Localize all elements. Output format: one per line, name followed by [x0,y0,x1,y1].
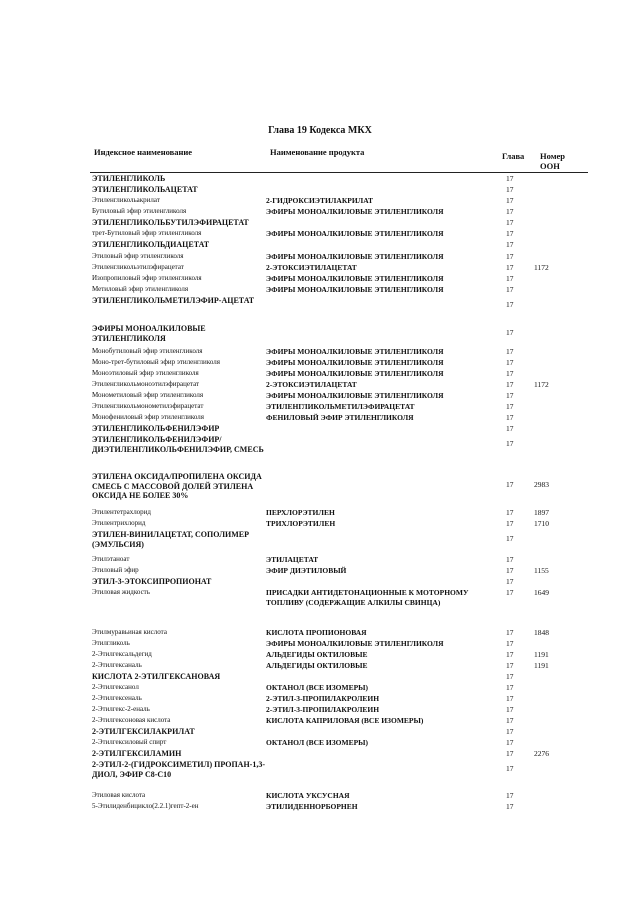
index-name-cell: Этиленгликольакрилат [92,196,160,204]
chapter-cell: 17 [506,185,514,194]
index-name-cell: 2-ЭТИЛГЕКСИЛАКРИЛАТ [92,727,195,736]
chapter-cell: 17 [506,252,514,261]
chapter-cell: 17 [506,263,514,272]
index-name-cell: 2-Этилгекс-2-еналь [92,705,150,713]
index-name-cell: ЭТИЛЕНА ОКСИДА/ПРОПИЛЕНА ОКСИДА СМЕСЬ С МАССОВОЙ ДОЛЕЙ ЭТИЛЕНА ОКСИДА НЕ БОЛЕЕ 30% [92,472,262,500]
header-chapter: Глава [502,151,525,161]
un-number-cell: 2983 [534,480,549,489]
un-number-cell: 1897 [534,508,549,517]
un-number-cell: 1649 [534,588,549,597]
product-name-cell: ПЕРХЛОРЭТИЛЕН [266,508,335,517]
un-number-cell: 1172 [534,380,549,389]
chapter-cell: 17 [506,207,514,216]
index-name-cell: Этилентетрахлорид [92,508,151,516]
index-name-cell: Этилэтаноат [92,555,130,563]
chapter-cell: 17 [506,683,514,692]
chapter-cell: 17 [506,274,514,283]
un-number-cell: 1191 [534,650,549,659]
product-name-cell: ЭФИРЫ МОНОАЛКИЛОВЫЕ ЭТИЛЕНГЛИКОЛЯ [266,369,444,378]
index-name-cell: 2-Этилгексанол [92,683,139,691]
index-name-cell: Этиловая жидкость [92,588,150,596]
chapter-cell: 17 [506,566,514,575]
chapter-cell: 17 [506,764,514,773]
product-name-cell: ЭФИРЫ МОНОАЛКИЛОВЫЕ ЭТИЛЕНГЛИКОЛЯ [266,391,444,400]
un-number-cell: 2276 [534,749,549,758]
un-number-cell: 1172 [534,263,549,272]
product-name-cell: 2-ЭТОКСИЭТИЛАЦЕТАТ [266,380,357,389]
product-name-cell: 2-ЭТИЛ-3-ПРОПИЛАКРОЛЕИН [266,705,380,714]
index-name-cell: 2-Этилгексаналь [92,661,142,669]
chapter-cell: 17 [506,791,514,800]
product-name-cell: ФЕНИЛОВЫЙ ЭФИР ЭТИЛЕНГЛИКОЛЯ [266,413,414,422]
chapter-cell: 17 [506,402,514,411]
product-name-cell: КИСЛОТА КАПРИЛОВАЯ (ВСЕ ИЗОМЕРЫ) [266,716,424,725]
product-name-cell: АЛЬДЕГИДЫ ОКТИЛОВЫЕ [266,661,368,670]
index-name-cell: Моно-трет-бутиловый эфир этиленгликоля [92,358,220,366]
index-name-cell: Бутиловый эфир этиленгликоля [92,207,187,215]
chapter-cell: 17 [506,300,514,309]
product-name-cell: ОКТАНОЛ (ВСЕ ИЗОМЕРЫ) [266,683,369,692]
index-name-cell: Моноэтиловый эфир этиленгликоля [92,369,199,377]
chapter-cell: 17 [506,369,514,378]
chapter-cell: 17 [506,285,514,294]
product-name-cell: ЭФИРЫ МОНОАЛКИЛОВЫЕ ЭТИЛЕНГЛИКОЛЯ [266,347,444,356]
chapter-cell: 17 [506,439,514,448]
chapter-cell: 17 [506,628,514,637]
chapter-cell: 17 [506,358,514,367]
product-name-cell: ОКТАНОЛ (ВСЕ ИЗОМЕРЫ) [266,738,369,747]
index-name-cell: ЭТИЛЕНГЛИКОЛЬФЕНИЛЭФИР/ ДИЭТИЛЕНГЛИКОЛЬФЕНИЛЭФИР, СМЕСЬ [92,435,264,454]
index-name-cell: Этиловый эфир [92,566,139,574]
product-name-cell: ЭФИР ДИЭТИЛОВЫЙ [266,566,347,575]
chapter-cell: 17 [506,174,514,183]
chapter-cell: 17 [506,577,514,586]
header-index-name: Индексное наименование [94,147,193,157]
index-name-cell: ЭТИЛЕНГЛИКОЛЬДИАЦЕТАТ [92,240,210,249]
product-name-cell: 2-ЭТИЛ-3-ПРОПИЛАКРОЛЕИН [266,694,380,703]
index-name-cell: КИСЛОТА 2-ЭТИЛГЕКСАНОВАЯ [92,672,221,681]
chapter-cell: 17 [506,749,514,758]
product-name-cell: АЛЬДЕГИДЫ ОКТИЛОВЫЕ [266,650,368,659]
product-name-cell: ЭТИЛИДЕННОРБОРНЕН [266,802,358,811]
product-name-cell: ЭФИРЫ МОНОАЛКИЛОВЫЕ ЭТИЛЕНГЛИКОЛЯ [266,229,444,238]
header-rule [90,172,588,173]
index-name-cell: 2-Этилгексоновая кислота [92,716,171,724]
header-un-number: Номер ООН [540,151,565,171]
product-name-cell: ЭФИРЫ МОНОАЛКИЛОВЫЕ ЭТИЛЕНГЛИКОЛЯ [266,207,444,216]
chapter-cell: 17 [506,716,514,725]
index-name-cell: Метиловый эфир этиленгликоля [92,285,189,293]
index-name-cell: Изопропиловый эфир этиленгликоля [92,274,202,282]
chapter-cell: 17 [506,196,514,205]
un-number-cell: 1710 [534,519,549,528]
index-name-cell: Монофениловый эфир этиленгликоля [92,413,204,421]
chapter-cell: 17 [506,661,514,670]
chapter-cell: 17 [506,519,514,528]
index-name-cell: Этиленгликольмоноэтилэфирацетат [92,380,200,388]
product-name-cell: ЭФИРЫ МОНОАЛКИЛОВЫЕ ЭТИЛЕНГЛИКОЛЯ [266,639,444,648]
product-name-cell: ПРИСАДКИ АНТИДЕТОНАЦИОННЫЕ К МОТОРНОМУ ТОПЛИВУ (СОДЕРЖАЩИЕ АЛКИЛЫ СВИНЦА) [266,588,469,607]
chapter-cell: 17 [506,480,514,489]
chapter-cell: 17 [506,650,514,659]
chapter-cell: 17 [506,672,514,681]
index-name-cell: Этилентрихлорид [92,519,146,527]
un-number-cell: 1155 [534,566,549,575]
product-name-cell: ЭФИРЫ МОНОАЛКИЛОВЫЕ ЭТИЛЕНГЛИКОЛЯ [266,285,444,294]
chapter-cell: 17 [506,588,514,597]
index-name-cell: ЭТИЛЕН-ВИНИЛАЦЕТАТ, СОПОЛИМЕР (ЭМУЛЬСИЯ) [92,530,250,549]
chapter-cell: 17 [506,328,514,337]
index-name-cell: Этиленгликольмонометилэфирацетат [92,402,204,410]
chapter-cell: 17 [506,738,514,747]
chapter-cell: 17 [506,694,514,703]
index-name-cell: Монобутиловый эфир этиленгликоля [92,347,203,355]
chapter-cell: 17 [506,508,514,517]
chapter-cell: 17 [506,727,514,736]
product-name-cell: 2-ГИДРОКСИЭТИЛАКРИЛАТ [266,196,374,205]
product-name-cell: ЭФИРЫ МОНОАЛКИЛОВЫЕ ЭТИЛЕНГЛИКОЛЯ [266,358,444,367]
chapter-cell: 17 [506,218,514,227]
chapter-cell: 17 [506,705,514,714]
index-name-cell: Этиленгликольэтилэфирацетат [92,263,184,271]
index-name-cell: Этилмуравьиная кислота [92,628,167,636]
page-title: Глава 19 Кодекса МКХ [268,125,372,136]
index-name-cell: ЭТИЛ-3-ЭТОКСИПРОПИОНАТ [92,577,212,586]
index-name-cell: 2-Этилгексиловый спирт [92,738,167,746]
index-name-cell: 2-Этилгексальдегид [92,650,152,658]
chapter-cell: 17 [506,391,514,400]
chapter-cell: 17 [506,229,514,238]
product-name-cell: 2-ЭТОКСИЭТИЛАЦЕТАТ [266,263,357,272]
chapter-cell: 17 [506,413,514,422]
chapter-cell: 17 [506,639,514,648]
chapter-cell: 17 [506,240,514,249]
index-name-cell: ЭТИЛЕНГЛИКОЛЬ [92,174,166,183]
index-name-cell: ЭТИЛЕНГЛИКОЛЬБУТИЛЭФИРАЦЕТАТ [92,218,249,227]
index-name-cell: ЭФИРЫ МОНОАЛКИЛОВЫЕ ЭТИЛЕНГЛИКОЛЯ [92,324,206,343]
product-name-cell: ТРИХЛОРЭТИЛЕН [266,519,336,528]
header-product-name: Наименование продукта [270,147,365,157]
index-name-cell: 2-ЭТИЛГЕКСИЛАМИН [92,749,182,758]
index-name-cell: Этиловая кислота [92,791,146,799]
un-number-cell: 1848 [534,628,549,637]
product-name-cell: КИСЛОТА УКСУСНАЯ [266,791,350,800]
product-name-cell: ЭФИРЫ МОНОАЛКИЛОВЫЕ ЭТИЛЕНГЛИКОЛЯ [266,252,444,261]
product-name-cell: ЭТИЛЕНГЛИКОЛЬМЕТИЛЭФИРАЦЕТАТ [266,402,415,411]
chapter-cell: 17 [506,802,514,811]
index-name-cell: ЭТИЛЕНГЛИКОЛЬАЦЕТАТ [92,185,198,194]
index-name-cell: ЭТИЛЕНГЛИКОЛЬМЕТИЛЭФИР-АЦЕТАТ [92,296,255,305]
index-name-cell: Монометиловый эфир этиленгликоля [92,391,204,399]
index-name-cell: Этиловый эфир этиленгликоля [92,252,184,260]
product-name-cell: ЭФИРЫ МОНОАЛКИЛОВЫЕ ЭТИЛЕНГЛИКОЛЯ [266,274,444,283]
index-name-cell: 2-ЭТИЛ-2-(ГИДРОКСИМЕТИЛ) ПРОПАН-1,3-ДИОЛ, ЭФИР C8-C10 [92,760,265,779]
index-name-cell: 2-Этилгексеналь [92,694,142,702]
chapter-cell: 17 [506,555,514,564]
index-name-cell: 5-Этилиденбицикло(2.2.1)гепт-2-ен [92,802,199,810]
index-name-cell: ЭТИЛЕНГЛИКОЛЬФЕНИЛЭФИР [92,424,220,433]
chapter-cell: 17 [506,380,514,389]
product-name-cell: КИСЛОТА ПРОПИОНОВАЯ [266,628,367,637]
index-name-cell: трет-Бутиловый эфир этиленгликоля [92,229,202,237]
product-name-cell: ЭТИЛАЦЕТАТ [266,555,319,564]
chapter-cell: 17 [506,347,514,356]
chapter-cell: 17 [506,424,514,433]
un-number-cell: 1191 [534,661,549,670]
index-name-cell: Этилгликоль [92,639,130,647]
chapter-cell: 17 [506,534,514,543]
